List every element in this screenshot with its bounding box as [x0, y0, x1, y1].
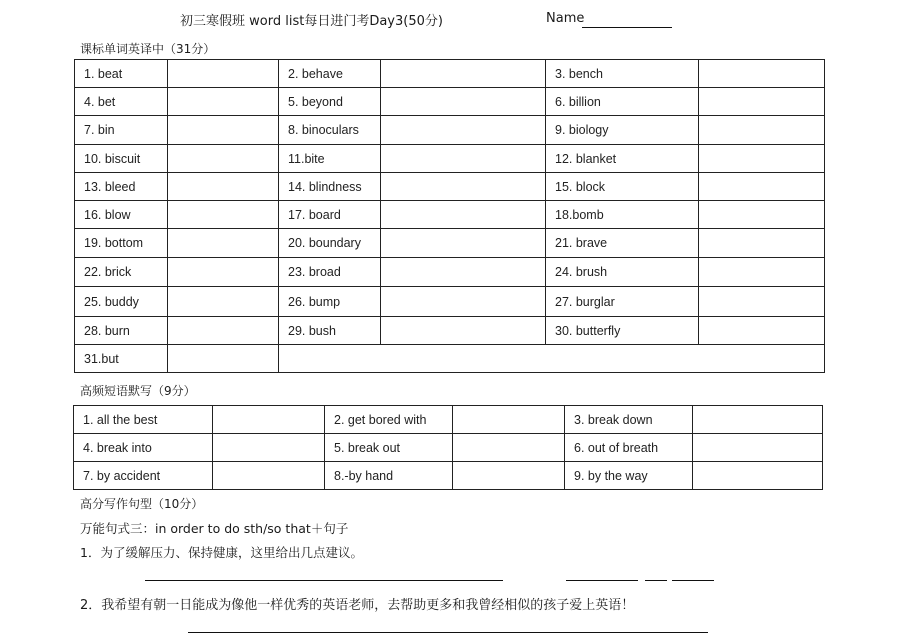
vocab-answer-cell[interactable]	[699, 201, 825, 229]
vocab-answer-cell[interactable]	[381, 116, 546, 145]
phrase-row	[74, 434, 823, 462]
vocab-answer-cell[interactable]	[168, 345, 279, 373]
vocab-row	[75, 145, 825, 173]
vocab-answer-cell[interactable]	[168, 201, 279, 229]
phrase-answer-cell[interactable]	[453, 462, 565, 490]
vocab-answer-cell[interactable]	[381, 88, 546, 116]
vocab-answer-cell[interactable]	[168, 317, 279, 345]
phrase-text: 9. by the way	[565, 462, 693, 490]
vocab-word: 9. biology	[546, 116, 699, 145]
vocab-answer-cell[interactable]	[699, 88, 825, 116]
vocab-word: 31.but	[75, 345, 168, 373]
phrase-text: 1. all the best	[74, 406, 213, 434]
answer-line-1a[interactable]	[145, 580, 503, 581]
vocab-word: 2. behave	[279, 60, 381, 88]
vocab-answer-cell[interactable]	[168, 258, 279, 287]
phrase-text: 7. by accident	[74, 462, 213, 490]
vocab-word: 20. boundary	[279, 229, 381, 258]
vocab-word: 30. butterfly	[546, 317, 699, 345]
vocab-word: 29. bush	[279, 317, 381, 345]
phrase-answer-cell[interactable]	[693, 406, 823, 434]
phrase-answer-cell[interactable]	[453, 434, 565, 462]
vocab-word: 13. bleed	[75, 173, 168, 201]
phrase-answer-cell[interactable]	[693, 434, 823, 462]
vocab-answer-cell[interactable]	[699, 145, 825, 173]
phrase-text: 2. get bored with	[325, 406, 453, 434]
vocab-word: 7. bin	[75, 116, 168, 145]
vocab-row	[75, 229, 825, 258]
vocab-answer-cell[interactable]	[699, 173, 825, 201]
vocab-answer-cell[interactable]	[699, 317, 825, 345]
phrase-text: 6. out of breath	[565, 434, 693, 462]
phrase-row	[74, 462, 823, 490]
vocab-word: 23. broad	[279, 258, 381, 287]
vocab-word: 18.bomb	[546, 201, 699, 229]
empty-cell	[279, 345, 825, 373]
vocab-row	[75, 258, 825, 287]
vocab-row	[75, 88, 825, 116]
writing-section-heading: 高分写作句型（10分）	[80, 497, 204, 511]
phrase-text: 4. break into	[74, 434, 213, 462]
vocab-answer-cell[interactable]	[168, 116, 279, 145]
vocab-word: 1. beat	[75, 60, 168, 88]
phrase-answer-cell[interactable]	[453, 406, 565, 434]
vocab-table	[74, 59, 825, 373]
vocab-section-heading: 课标单词英译中（31分）	[80, 42, 216, 56]
vocab-answer-cell[interactable]	[381, 317, 546, 345]
vocab-word: 24. brush	[546, 258, 699, 287]
vocab-row	[75, 201, 825, 229]
vocab-answer-cell[interactable]	[168, 229, 279, 258]
vocab-answer-cell[interactable]	[381, 258, 546, 287]
vocab-word: 17. board	[279, 201, 381, 229]
vocab-word: 26. bump	[279, 287, 381, 317]
phrase-text: 8.-by hand	[325, 462, 453, 490]
vocab-answer-cell[interactable]	[381, 145, 546, 173]
phrase-row	[74, 406, 823, 434]
vocab-word: 14. blindness	[279, 173, 381, 201]
vocab-answer-cell[interactable]	[168, 88, 279, 116]
name-input-line[interactable]	[582, 27, 672, 28]
answer-line-1b[interactable]	[566, 580, 638, 581]
page-title: 初三寒假班 word list每日进门考Day3(50分)	[180, 14, 443, 29]
writing-question-2: 2．我希望有朝一日能成为像他一样优秀的英语老师，去帮助更多和我曾经相似的孩子爱上英语！	[80, 598, 635, 613]
vocab-answer-cell[interactable]	[381, 229, 546, 258]
vocab-row	[75, 60, 825, 88]
vocab-row	[75, 345, 825, 373]
phrase-table	[73, 405, 823, 490]
answer-line-1d[interactable]	[672, 580, 714, 581]
vocab-word: 11.bite	[279, 145, 381, 173]
vocab-answer-cell[interactable]	[699, 258, 825, 287]
vocab-word: 10. biscuit	[75, 145, 168, 173]
vocab-word: 28. burn	[75, 317, 168, 345]
phrase-answer-cell[interactable]	[213, 406, 325, 434]
vocab-answer-cell[interactable]	[381, 201, 546, 229]
answer-line-2[interactable]	[188, 632, 708, 633]
vocab-row	[75, 116, 825, 145]
vocab-word: 4. bet	[75, 88, 168, 116]
vocab-word: 25. buddy	[75, 287, 168, 317]
phrase-text: 5. break out	[325, 434, 453, 462]
vocab-word: 21. brave	[546, 229, 699, 258]
vocab-word: 22. brick	[75, 258, 168, 287]
phrase-answer-cell[interactable]	[213, 434, 325, 462]
name-label: Name	[546, 11, 585, 26]
vocab-word: 16. blow	[75, 201, 168, 229]
vocab-answer-cell[interactable]	[168, 60, 279, 88]
answer-line-1c[interactable]	[645, 580, 667, 581]
phrase-answer-cell[interactable]	[693, 462, 823, 490]
vocab-word: 5. beyond	[279, 88, 381, 116]
phrase-answer-cell[interactable]	[213, 462, 325, 490]
vocab-answer-cell[interactable]	[699, 229, 825, 258]
vocab-answer-cell[interactable]	[168, 173, 279, 201]
vocab-word: 3. bench	[546, 60, 699, 88]
vocab-word: 6. billion	[546, 88, 699, 116]
vocab-answer-cell[interactable]	[699, 60, 825, 88]
vocab-answer-cell[interactable]	[381, 287, 546, 317]
vocab-word: 12. blanket	[546, 145, 699, 173]
vocab-word: 8. binoculars	[279, 116, 381, 145]
vocab-word: 27. burglar	[546, 287, 699, 317]
writing-question-1: 1．为了缓解压力、保持健康，这里给出几点建议。	[80, 545, 363, 560]
vocab-answer-cell[interactable]	[168, 287, 279, 317]
vocab-row	[75, 287, 825, 317]
vocab-word: 15. block	[546, 173, 699, 201]
vocab-answer-cell[interactable]	[381, 173, 546, 201]
vocab-answer-cell[interactable]	[381, 60, 546, 88]
sentence-pattern: 万能句式三：in order to do sth/so that＋句子	[80, 521, 349, 536]
vocab-answer-cell[interactable]	[168, 145, 279, 173]
vocab-row	[75, 173, 825, 201]
phrase-text: 3. break down	[565, 406, 693, 434]
vocab-answer-cell[interactable]	[699, 287, 825, 317]
phrase-section-heading: 高频短语默写（9分）	[80, 384, 196, 398]
vocab-word: 19. bottom	[75, 229, 168, 258]
vocab-row	[75, 317, 825, 345]
vocab-answer-cell[interactable]	[699, 116, 825, 145]
